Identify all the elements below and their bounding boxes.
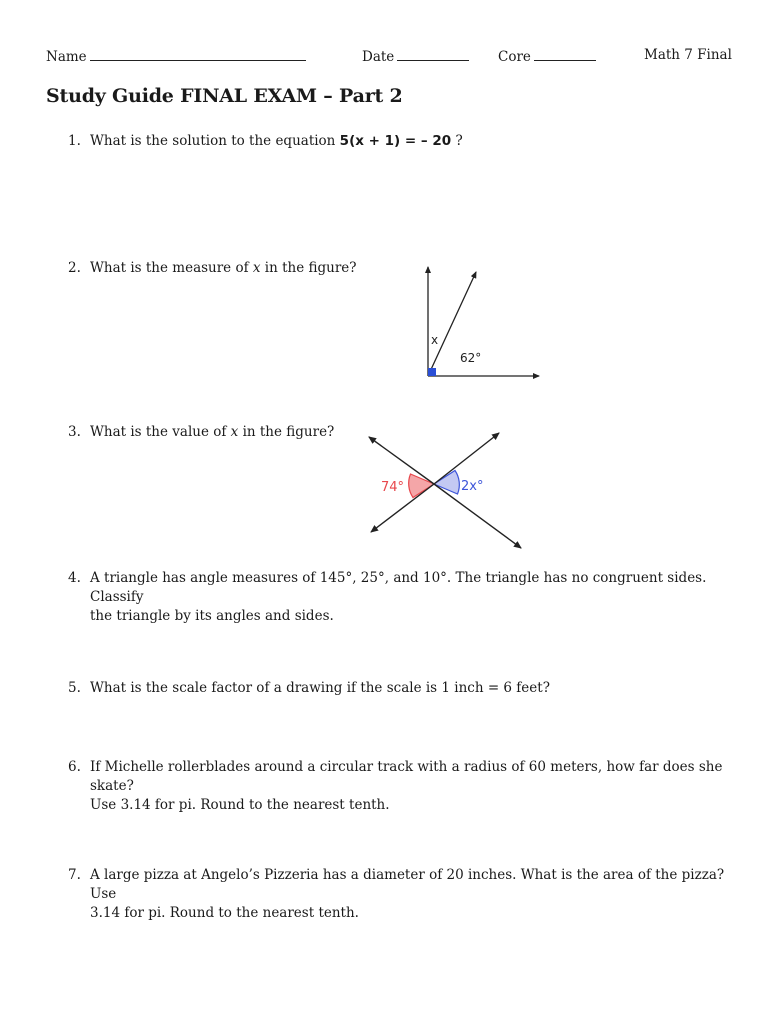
name-field[interactable]: [46, 47, 306, 65]
question-text: What is the solution to the equation 5(x + 1) = – 20 ?: [90, 133, 463, 149]
worksheet-header: [46, 47, 732, 67]
angle-figure: [415, 262, 550, 387]
question-number: 2.: [68, 260, 81, 276]
variable: x: [230, 424, 239, 440]
equation: 5(x + 1) = – 20: [339, 133, 452, 149]
right-angle-marker: [428, 368, 436, 376]
question-text: A large pizza at Angelo’s Pizzeria has a diameter of 20 inches. What is the area of the pizza? Use 3.14 for pi. Round to the nearest tenth.: [90, 867, 725, 921]
angle-label-2x: 2x°: [461, 479, 484, 494]
date-field[interactable]: [362, 47, 469, 65]
line-1-upper-ray: [369, 437, 434, 484]
question-number: 3.: [68, 424, 81, 440]
question-text: If Michelle rollerblades around a circular track with a radius of 60 meters, how far does she skate? Use 3.14 for pi. Round to the nearest tenth.: [90, 759, 723, 813]
core-field[interactable]: [498, 47, 596, 65]
page-title: Study Guide FINAL EXAM – Part 2: [46, 85, 403, 107]
course-name: Math 7 Final: [644, 47, 732, 63]
core-blank[interactable]: [534, 47, 596, 61]
question-number: 1.: [68, 133, 81, 149]
angle-label-74: 74°: [381, 480, 405, 495]
date-label: Date: [362, 49, 395, 65]
question-text: What is the measure of x in the figure?: [90, 260, 357, 276]
core-label: Core: [498, 49, 531, 65]
name-label: Name: [46, 49, 87, 65]
name-blank[interactable]: [90, 47, 306, 61]
question-text: A triangle has angle measures of 145°, 25°, and 10°. The triangle has no congruent sides. Classify the triangle by its angles and sides.: [90, 570, 707, 624]
intersecting-lines-figure: [360, 428, 530, 556]
question-number: 7.: [68, 867, 81, 883]
question-number: 5.: [68, 680, 81, 696]
question-text: What is the value of x in the figure?: [90, 424, 335, 440]
date-blank[interactable]: [397, 47, 469, 61]
angle-label-62: 62°: [460, 351, 482, 365]
question-number: 4.: [68, 570, 81, 586]
angle-label-x: x: [431, 333, 439, 347]
question-number: 6.: [68, 759, 81, 775]
line-2-upper-ray: [434, 433, 499, 484]
variable: x: [252, 260, 261, 276]
question-text: What is the scale factor of a drawing if the scale is 1 inch = 6 feet?: [90, 680, 550, 696]
